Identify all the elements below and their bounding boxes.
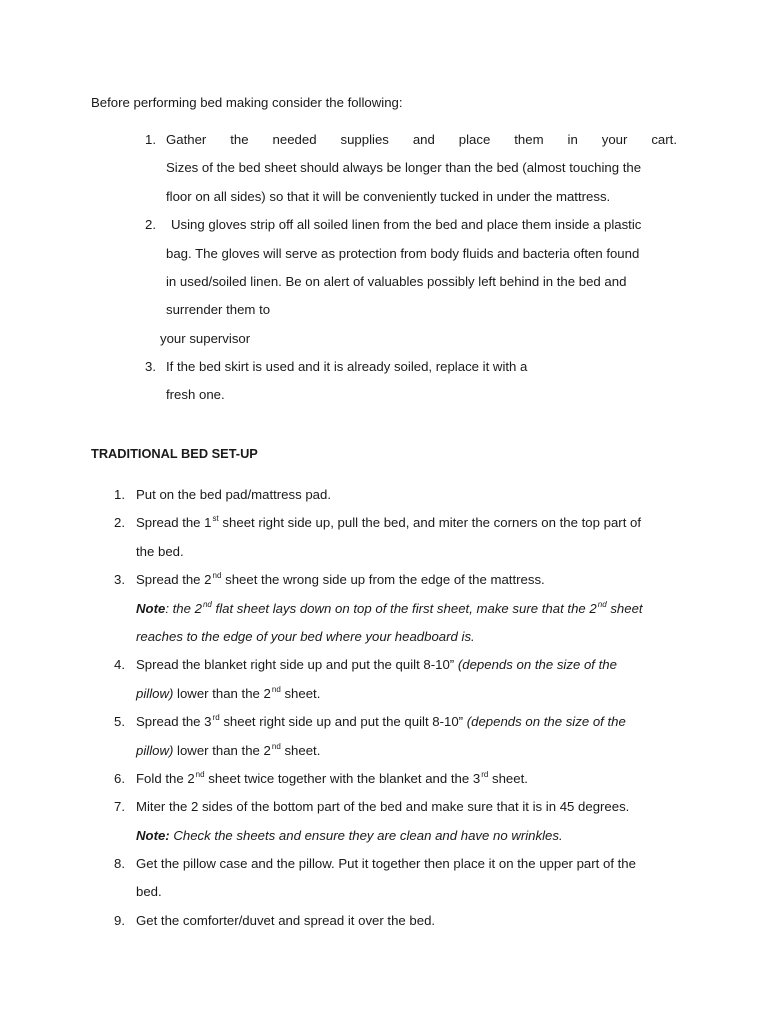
step-number: 5. (114, 714, 125, 729)
note-label: Note (136, 601, 166, 616)
step-3-line-1: Spread the 2nd sheet the wrong side up from the edge of the mattress. (136, 571, 545, 587)
prep-item-number: 3. (145, 359, 156, 374)
step-4-line-2: pillow) lower than the 2nd sheet. (136, 685, 321, 701)
step-5-line-2: pillow) lower than the 2nd sheet. (136, 742, 321, 758)
prep-item-2-line-4: surrender them to (166, 302, 271, 317)
prep-item-2-line-5: your supervisor (160, 331, 251, 346)
step-5-line-1: Spread the 3rd sheet right side up and put the quilt 8-10” (depends on the size of the (136, 713, 626, 729)
prep-item-3-line-2: fresh one. (166, 387, 225, 402)
step-number: 6. (114, 771, 125, 786)
step-3-note-line-2: reaches to the edge of your bed where your headboard is. (136, 629, 475, 644)
step-number: 7. (114, 799, 125, 814)
step-1-text: Put on the bed pad/mattress pad. (136, 487, 332, 502)
step-number: 4. (114, 657, 125, 672)
prep-item-1-line-3: floor on all sides) so that it will be conveniently tucked in under the mattress. (166, 189, 611, 204)
prep-item-number: 1. (145, 132, 156, 147)
step-7-text: Miter the 2 sides of the bottom part of the bed and make sure that it is in 45 degrees. (136, 799, 630, 814)
prep-item-1-line-2: Sizes of the bed sheet should always be longer than the bed (almost touching the (166, 160, 642, 175)
prep-item-2-line-3: in used/soiled linen. Be on alert of valuables possibly left behind in the bed and (166, 274, 627, 289)
step-6-text: Fold the 2nd sheet twice together with the blanket and the 3rd sheet. (136, 770, 528, 786)
prep-item-2-line-1: Using gloves strip off all soiled linen from the bed and place them inside a plastic (171, 217, 642, 232)
step-2-line-1: Spread the 1st sheet right side up, pull the bed, and miter the corners on the top part of (136, 514, 642, 530)
step-9-text: Get the comforter/duvet and spread it over the bed. (136, 913, 436, 928)
prep-item-3-line-1: If the bed skirt is used and it is already soiled, replace it with a (166, 359, 528, 374)
step-4-line-1: Spread the blanket right side up and put the quilt 8-10” (depends on the size of the (136, 657, 617, 672)
step-number: 2. (114, 515, 125, 530)
step-3-note: Note: the 2nd flat sheet lays down on top of the first sheet, make sure that the 2nd sheet (136, 600, 643, 616)
prep-item-2-line-2: bag. The gloves will serve as protection from body fluids and bacteria often found (166, 246, 640, 261)
step-7-note: Note: Check the sheets and ensure they are clean and have no wrinkles. (136, 828, 563, 843)
step-number: 3. (114, 572, 125, 587)
step-number: 9. (114, 913, 125, 928)
section-heading: TRADITIONAL BED SET-UP (91, 446, 258, 461)
intro-text: Before performing bed making consider the following: (91, 95, 403, 110)
step-number: 8. (114, 856, 125, 871)
step-number: 1. (114, 487, 125, 502)
prep-item-1-line-1: Gather the needed supplies and place them in your cart. (166, 132, 677, 147)
step-8-line-2: bed. (136, 884, 162, 899)
note-label: Note: (136, 828, 170, 843)
step-2-line-2: the bed. (136, 544, 184, 559)
prep-item-number: 2. (145, 217, 156, 232)
step-8-line-1: Get the pillow case and the pillow. Put it together then place it on the upper part of the (136, 856, 636, 871)
